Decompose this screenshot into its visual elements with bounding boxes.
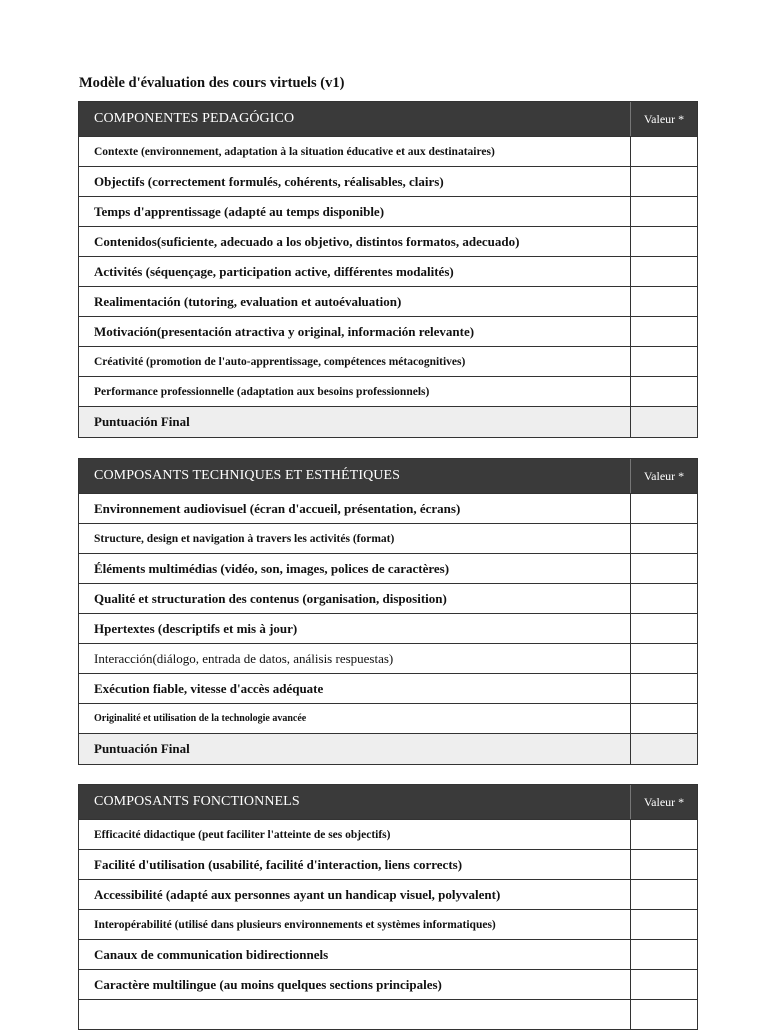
table-row: [79, 227, 697, 257]
table-row: [79, 674, 697, 704]
table-row: [79, 940, 697, 970]
criterion-label: Caractère multilingue (au moins quelques sections principales): [94, 976, 442, 992]
criterion-label: Motivación(presentación atractiva y original, información relevante): [94, 323, 475, 339]
table-row: [79, 1000, 697, 1030]
criterion-label: [79, 1000, 630, 1029]
table-row: [79, 820, 697, 850]
criterion-label: Accessibilité (adapté aux personnes ayant un handicap visuel, polyvalent): [94, 886, 501, 902]
table-row: [79, 970, 697, 1000]
table-row: [79, 524, 697, 554]
table-row: [79, 614, 697, 644]
value-column-header: Valeur *: [630, 102, 697, 136]
value-cell[interactable]: [630, 850, 697, 879]
criterion-label: Structure, design et navigation à travers les activités (format): [94, 532, 395, 545]
table-row: [79, 494, 697, 524]
section-title: COMPOSANTS TECHNIQUES ET ESTHÉTIQUES: [94, 468, 401, 483]
table-row: [79, 644, 697, 674]
criterion-label: Créativité (promotion de l'auto-apprentissage, compétences métacognitives): [94, 355, 466, 368]
section-header: [79, 459, 697, 494]
table-row: [79, 377, 697, 407]
value-cell[interactable]: [630, 704, 697, 733]
table-row: [79, 287, 697, 317]
document-title: Modèle d'évaluation des cours virtuels (v1): [79, 75, 345, 91]
table-row: [79, 137, 697, 167]
value-cell[interactable]: [630, 197, 697, 226]
section-header: [79, 102, 697, 137]
criterion-label: Hpertextes (descriptifs et mis à jour): [94, 620, 298, 636]
section-pedagogical: [78, 101, 698, 438]
value-cell[interactable]: [630, 257, 697, 286]
section-functional: [78, 784, 698, 1030]
table-row: [79, 584, 697, 614]
total-row: [79, 734, 697, 764]
criterion-label: Facilité d'utilisation (usabilité, facilité d'interaction, liens corrects): [94, 856, 463, 872]
section-header: [79, 785, 697, 820]
table-row: [79, 554, 697, 584]
value-column-header: Valeur *: [630, 459, 697, 493]
criterion-label: Activités (séquençage, participation active, différentes modalités): [94, 263, 454, 279]
total-value-cell[interactable]: [630, 407, 697, 437]
table-row: [79, 910, 697, 940]
table-row: [79, 347, 697, 377]
value-cell[interactable]: [630, 614, 697, 643]
value-cell[interactable]: [630, 970, 697, 999]
value-cell[interactable]: [630, 910, 697, 939]
value-cell[interactable]: [630, 287, 697, 316]
value-cell[interactable]: [630, 820, 697, 849]
value-cell[interactable]: [630, 644, 697, 673]
criterion-label: Performance professionnelle (adaptation aux besoins professionnels): [94, 385, 430, 398]
value-cell[interactable]: [630, 880, 697, 909]
value-cell[interactable]: [630, 554, 697, 583]
criterion-label: Temps d'apprentissage (adapté au temps disponible): [94, 203, 385, 219]
table-row: [79, 850, 697, 880]
value-column-header: Valeur *: [630, 785, 697, 819]
criterion-label: Contenidos(suficiente, adecuado a los objetivo, distintos formatos, adecuado): [94, 233, 520, 249]
value-cell[interactable]: [630, 584, 697, 613]
value-cell[interactable]: [630, 1000, 697, 1029]
value-cell[interactable]: [630, 524, 697, 553]
value-cell[interactable]: [630, 317, 697, 346]
table-row: [79, 317, 697, 347]
section-title: COMPOSANTS FONCTIONNELS: [94, 794, 300, 809]
total-label: Puntuación Final: [94, 414, 190, 429]
value-cell[interactable]: [630, 940, 697, 969]
criterion-label: Qualité et structuration des contenus (organisation, disposition): [94, 590, 447, 606]
criterion-label: Interopérabilité (utilisé dans plusieurs environnements et systèmes informatiques): [94, 918, 496, 931]
criterion-label: Objectifs (correctement formulés, cohérents, réalisables, clairs): [94, 173, 444, 189]
value-cell[interactable]: [630, 674, 697, 703]
total-label: Puntuación Final: [94, 741, 190, 756]
total-value-cell[interactable]: [630, 734, 697, 764]
criterion-label: Interacción(diálogo, entrada de datos, análisis respuestas): [94, 650, 394, 666]
table-row: [79, 704, 697, 734]
value-cell[interactable]: [630, 137, 697, 166]
value-cell[interactable]: [630, 167, 697, 196]
table-row: [79, 257, 697, 287]
criterion-label: Éléments multimédias (vidéo, son, images, polices de caractères): [94, 560, 450, 576]
criterion-label: Exécution fiable, vitesse d'accès adéquate: [94, 680, 324, 696]
value-cell[interactable]: [630, 227, 697, 256]
criterion-label: Contexte (environnement, adaptation à la situation éducative et aux destinataires): [94, 145, 495, 158]
value-cell[interactable]: [630, 377, 697, 406]
criterion-label: Realimentación (tutoring, evaluation et autoévaluation): [94, 293, 402, 309]
table-row: [79, 167, 697, 197]
table-row: [79, 197, 697, 227]
criterion-label: Originalité et utilisation de la technologie avancée: [94, 713, 307, 724]
table-row: [79, 880, 697, 910]
value-cell[interactable]: [630, 494, 697, 523]
section-title: COMPONENTES PEDAGÓGICO: [94, 111, 295, 126]
section-technical-aesthetic: [78, 458, 698, 765]
criterion-label: Canaux de communication bidirectionnels: [94, 946, 329, 962]
criterion-label: Environnement audiovisuel (écran d'accueil, présentation, écrans): [94, 500, 461, 516]
criterion-label: Efficacité didactique (peut faciliter l'atteinte de ses objectifs): [94, 828, 391, 841]
total-row: [79, 407, 697, 437]
value-cell[interactable]: [630, 347, 697, 376]
